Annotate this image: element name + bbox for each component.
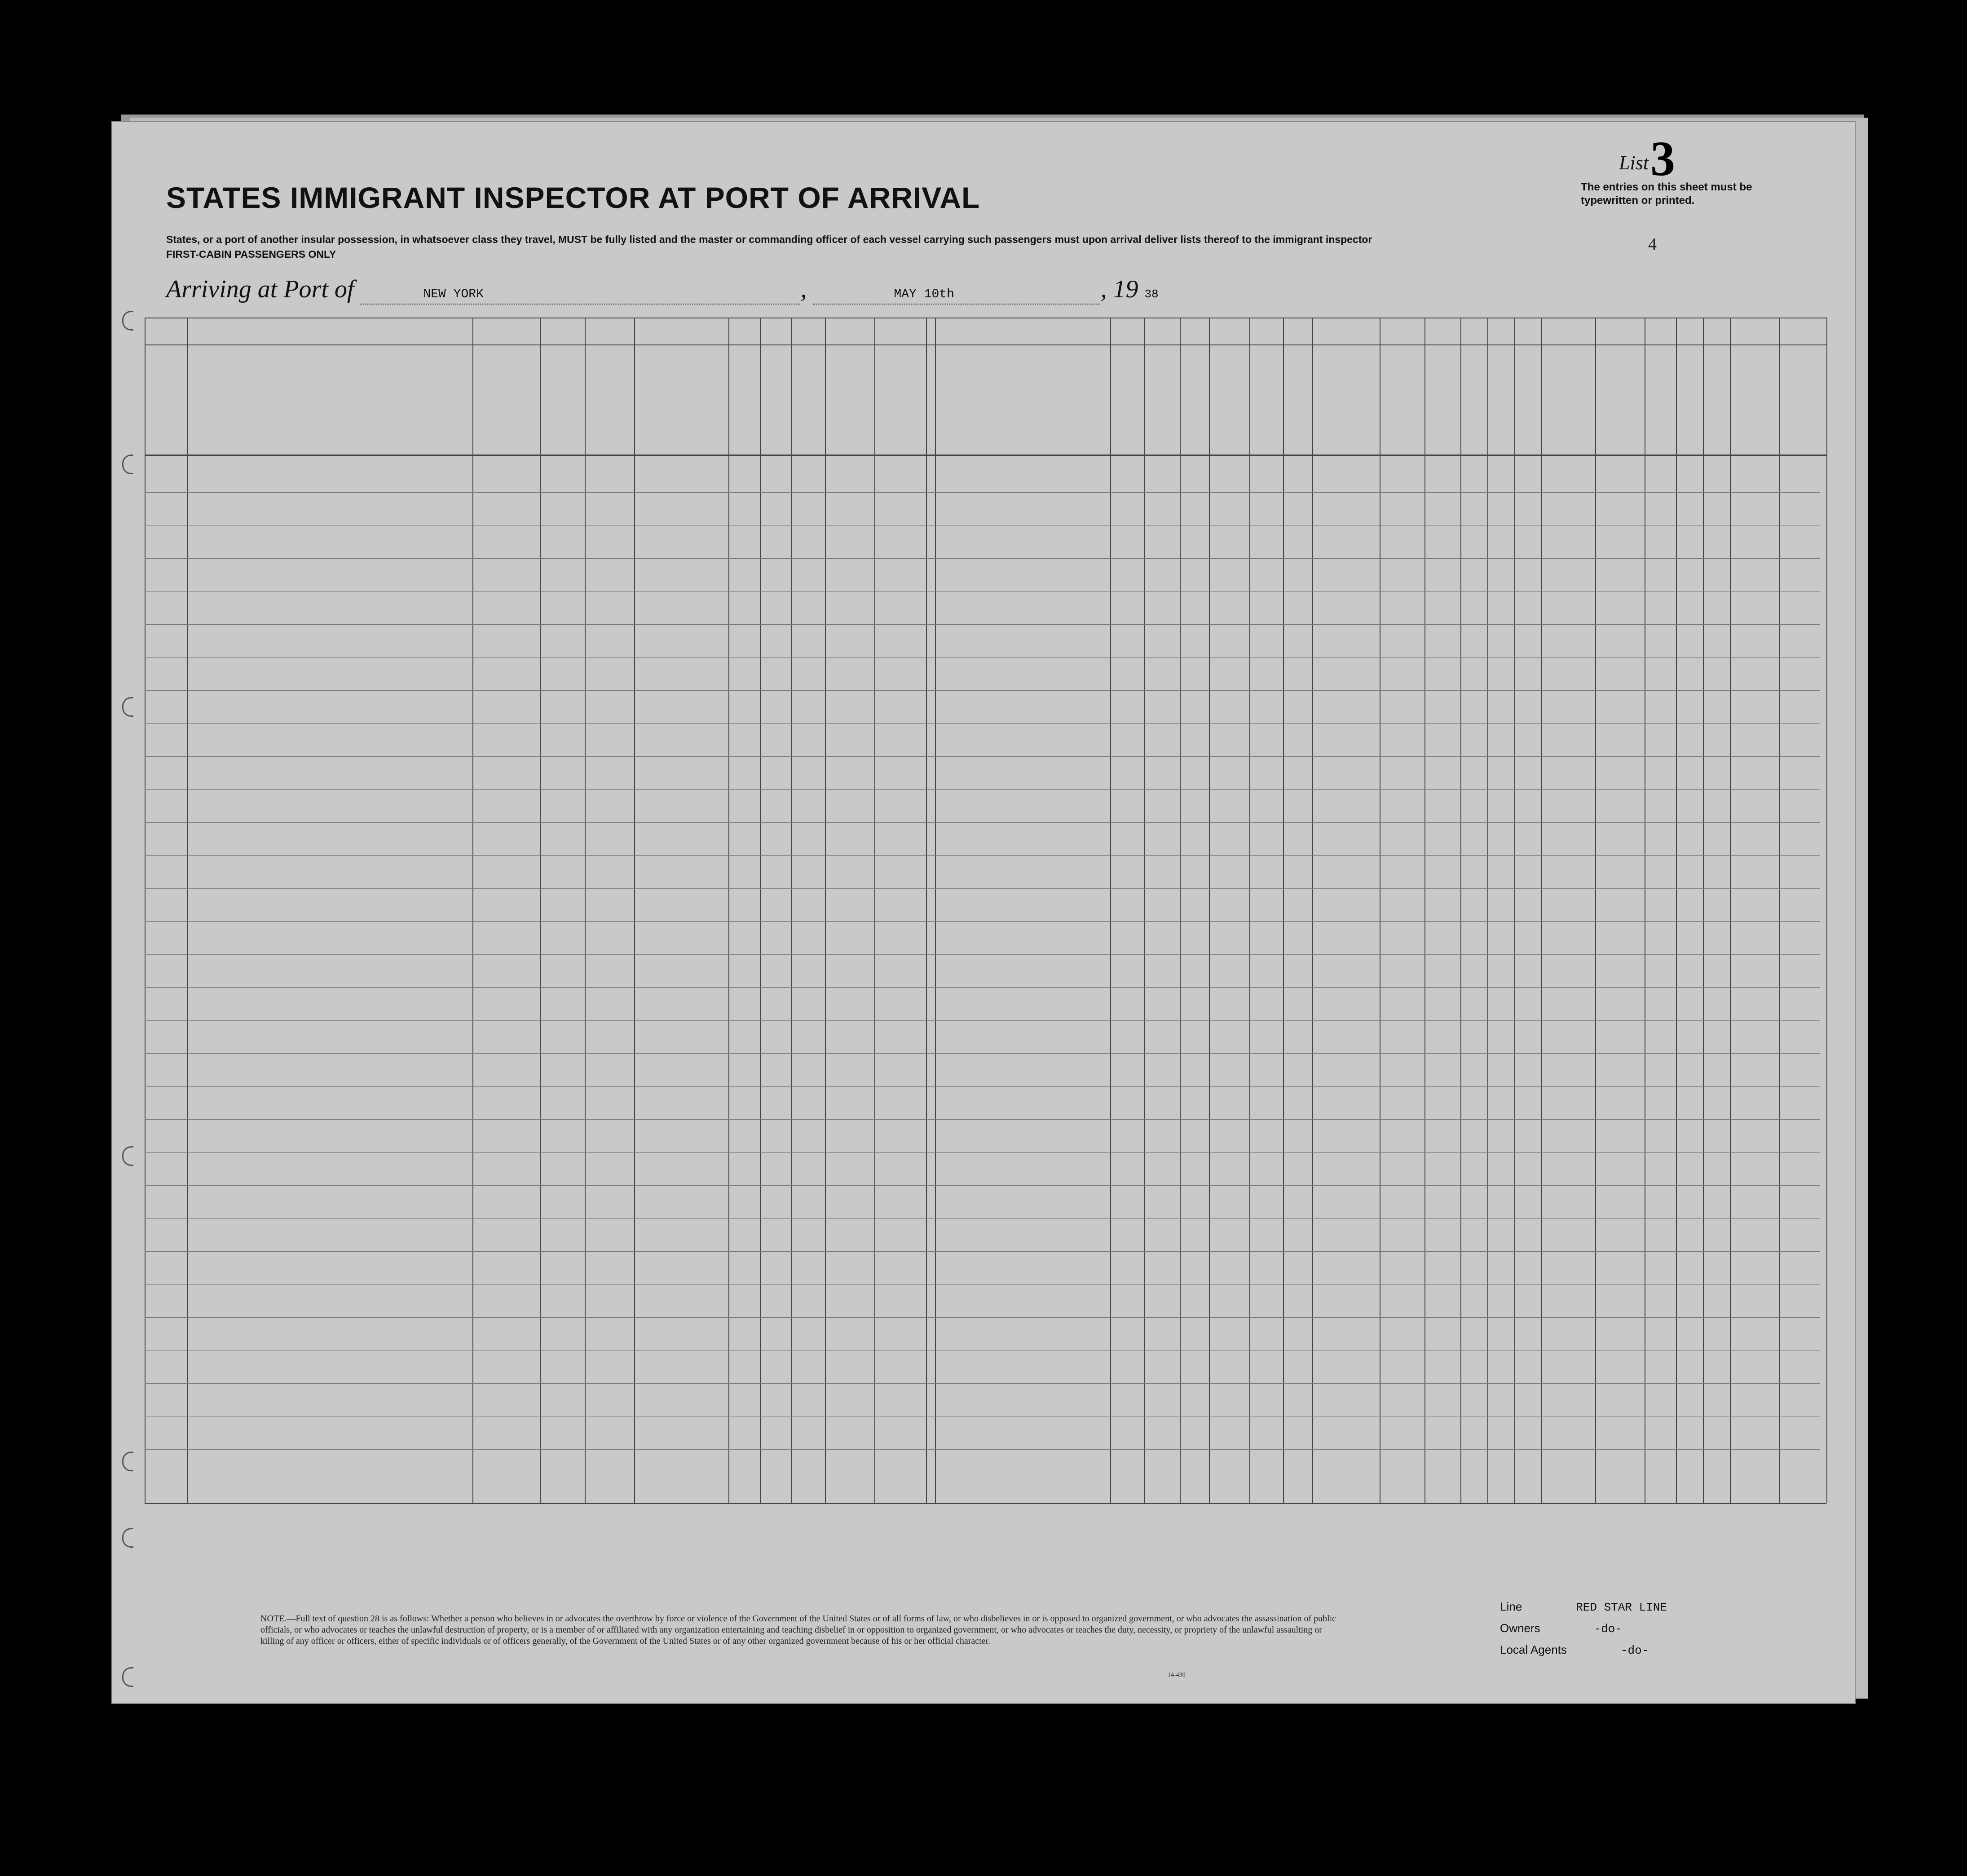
row-line [145, 1251, 1820, 1252]
row-line [145, 657, 1820, 658]
grid-vline [187, 318, 188, 1503]
grid-vline [1514, 318, 1515, 1503]
grid-vline [1180, 318, 1181, 1503]
row-line [145, 1449, 1820, 1450]
grid-vline [874, 318, 875, 1503]
header-subtitle-line1: States, or a port of another insular possession, in whatsoever class they travel, MUST be fully listed and the master or commanding officer of each vessel carrying such passengers must upon arrival deliver lists thereof to the immigrant inspector [166, 234, 1372, 245]
footer-note: NOTE.—Full text of question 28 is as follows: Whether a person who believes in or advocates the overthrow by force or violence of the Government of the United States or of all forms of law, or who disbelieves in or is opposed to organized government, or who advocates the assassination of public officials, or who advocates or teaches the unlawful destruction of property, or is a member of or affiliated with any organization entertaining and teaching disbelief in or opposition to organized government, or who advocates or teaches the duty, necessity, or propriety of the unlawful assaulting or killing of any officer or officers, either of specific individuals or of officers generally, of the Government of the United States or of any other organized government because of his or her official character. [260, 1614, 1336, 1646]
row-line [145, 822, 1820, 823]
grid-vline [1541, 318, 1542, 1503]
grid-vline [1283, 318, 1284, 1503]
binder-hole [122, 697, 133, 717]
row-line [145, 888, 1820, 889]
port-value: NEW YORK [423, 287, 484, 301]
grid-hline [145, 344, 1826, 345]
grid-vline [472, 318, 473, 1503]
list-number: 3 [1650, 131, 1675, 186]
grid-vline [540, 318, 541, 1503]
arriving-line: Arriving at Port of NEW YORK , MAY 10th , 19 38 [166, 275, 1159, 305]
agents-value: -do- [1620, 1644, 1649, 1657]
grid-vline [1460, 318, 1461, 1503]
row-line [145, 1086, 1820, 1087]
grid-vline [1826, 318, 1827, 1503]
grid-vline [1595, 318, 1596, 1503]
owners-row: Owners -do- [1500, 1621, 1622, 1636]
grid-vline [1249, 318, 1250, 1503]
entries-note: The entries on this sheet must be typewritten or printed. [1581, 181, 1752, 207]
row-line [145, 558, 1820, 559]
grid-vline [145, 318, 146, 1503]
binder-hole [122, 1528, 133, 1548]
header-subtitle [166, 232, 1603, 262]
row-line [145, 723, 1820, 724]
line-info [1500, 1600, 1814, 1664]
grid-vline [1703, 318, 1704, 1503]
row-line [145, 492, 1820, 493]
row-line [145, 921, 1820, 922]
row-line [145, 1119, 1820, 1120]
agents-row: Local Agents -do- [1500, 1643, 1649, 1657]
arriving-label: Arriving at Port of [166, 275, 354, 303]
manifest-grid [145, 318, 1826, 1692]
list-label: List [1619, 152, 1649, 174]
owners-value: -do- [1594, 1622, 1622, 1636]
grid-vline [1779, 318, 1780, 1503]
page-title: STATES IMMIGRANT INSPECTOR AT PORT OF ARRIVAL [166, 181, 980, 214]
year-prefix: 19 [1113, 275, 1138, 303]
grid-hline [145, 1503, 1826, 1504]
grid-vline [1487, 318, 1488, 1503]
row-line [145, 1020, 1820, 1021]
line-row: Line RED STAR LINE [1500, 1600, 1667, 1614]
grid-vline [791, 318, 792, 1503]
grid-vline [585, 318, 586, 1503]
grid-vline [926, 318, 927, 1503]
date-value: MAY 10th [894, 287, 954, 301]
row-line [145, 1053, 1820, 1054]
grid-vline [825, 318, 826, 1503]
grid-vline [1110, 318, 1111, 1503]
sheet-number: 4 [1648, 235, 1657, 254]
grid-vline [935, 318, 936, 1503]
grid-vline [728, 318, 729, 1503]
header-subtitle-line2: FIRST-CABIN PASSENGERS ONLY [166, 248, 336, 260]
grid-vline [760, 318, 761, 1503]
grid-vline [1676, 318, 1677, 1503]
row-line [145, 690, 1820, 691]
grid-vline [634, 318, 635, 1503]
grid-vline [1209, 318, 1210, 1503]
year-suffix: 38 [1144, 287, 1159, 301]
binder-hole [122, 1452, 133, 1471]
row-line [145, 954, 1820, 955]
row-line [145, 624, 1820, 625]
binder-hole [122, 1146, 133, 1166]
row-line [145, 1218, 1820, 1219]
row-line [145, 1185, 1820, 1186]
footer-code: 14-430 [1168, 1672, 1186, 1678]
grid-vline [1312, 318, 1313, 1503]
binder-hole [122, 455, 133, 474]
row-line [145, 756, 1820, 757]
manifest-sheet [111, 121, 1856, 1704]
row-line [145, 1383, 1820, 1384]
grid-vline [1730, 318, 1731, 1503]
row-line [145, 1152, 1820, 1153]
grid-vline [1144, 318, 1145, 1503]
line-value: RED STAR LINE [1576, 1601, 1667, 1614]
row-line [145, 1317, 1820, 1318]
binder-hole [122, 1667, 133, 1687]
grid-hline [145, 455, 1826, 456]
row-line [145, 987, 1820, 988]
binder-hole [122, 311, 133, 331]
row-line [145, 789, 1820, 790]
row-line [145, 855, 1820, 856]
